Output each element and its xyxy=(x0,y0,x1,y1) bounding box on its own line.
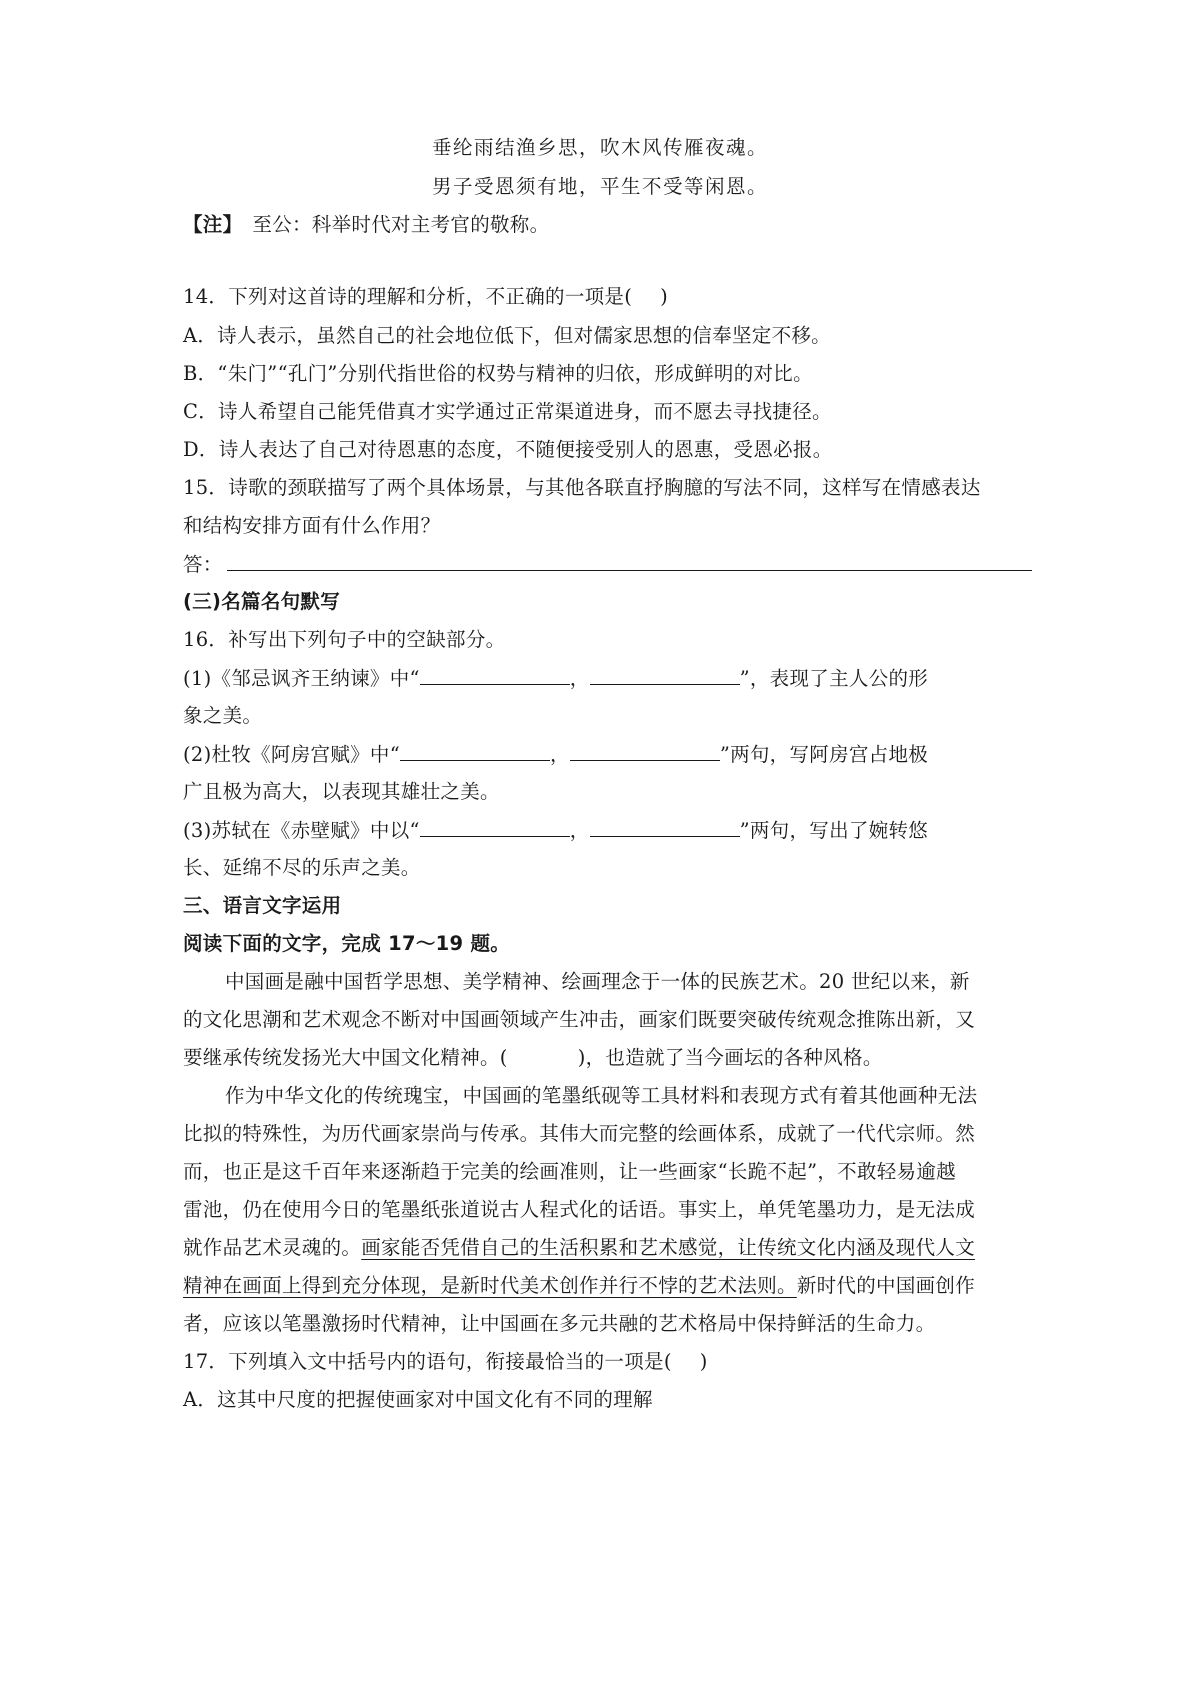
q17-stem-text: 17．下列填入文中括号内的语句，衔接最恰当的一项是( xyxy=(183,1350,672,1373)
passage-p2-line-4: 雷池，仍在使用今日的笔墨纸张道说古人程式化的话语。事实上，单凭笔墨功力，是无法成 xyxy=(183,1198,976,1221)
passage-p2-line-2: 比拟的特殊性，为历代画家崇尚与传承。其伟大而完整的绘画体系，成就了一代代宗师。然 xyxy=(183,1122,976,1145)
q16-item-3 xyxy=(183,816,1033,845)
q16-item-1-blank-2[interactable] xyxy=(590,664,740,685)
q15-answer-line[interactable] xyxy=(227,550,1032,571)
passage-p1-line-3 xyxy=(183,1044,1033,1072)
note-tag: 【注】 xyxy=(183,213,243,236)
q16-item-2-before: (2)杜牧《阿房宫赋》中“ xyxy=(183,743,400,766)
q15-stem-line-2: 和结构安排方面有什么作用？ xyxy=(183,514,441,537)
q16-item-2-sep: ， xyxy=(550,743,570,766)
poem-line-1: 垂纶雨结渔乡思，吹木风传雁夜魂。 xyxy=(431,136,768,159)
q16-item-3-before: (3)苏轼在《赤壁赋》中以“ xyxy=(183,819,420,842)
section-language-heading: 三、语言文字运用 xyxy=(183,894,342,917)
q17-stem xyxy=(183,1348,1033,1376)
q15-answer-label: 答： xyxy=(183,553,223,576)
passage-p1-line-3-before: 要继承传统发扬光大中国文化精神。( xyxy=(183,1046,508,1069)
q16-item-2-after: ”两句，写阿房宫占地极 xyxy=(719,743,929,766)
q17-option-a: A．这其中尺度的把握使画家对中国文化有不同的理解 xyxy=(183,1388,653,1411)
q15-stem-line-1: 15．诗歌的颈联描写了两个具体场景，与其他各联直抒胸臆的写法不同，这样写在情感表达 xyxy=(183,476,981,499)
q16-item-3-cont: 长、延绵不尽的乐声之美。 xyxy=(183,856,421,879)
q16-item-2 xyxy=(183,740,1033,769)
passage-p1-line-1: 中国画是融中国哲学思想、美学精神、绘画理念于一体的民族艺术。20 世纪以来，新 xyxy=(225,970,970,993)
q16-item-3-blank-1[interactable] xyxy=(420,816,570,837)
passage-p2-line-3: 而，也正是这千百年来逐渐趋于完美的绘画准则，让一些画家“长跪不起”，不敢轻易逾越 xyxy=(183,1160,956,1183)
q16-item-1-cont: 象之美。 xyxy=(183,704,263,727)
q16-item-1-blank-1[interactable] xyxy=(420,664,570,685)
q14-option-b: B．“朱门”“孔门”分别代指世俗的权势与精神的归依，形成鲜明的对比。 xyxy=(183,362,813,385)
q16-item-3-sep: ， xyxy=(569,819,590,842)
q16-item-1-before: (1)《邹忌讽齐王纳谏》中“ xyxy=(183,667,420,690)
poem-note xyxy=(183,211,1033,239)
note-text: 至公：科举时代对主考官的敬称。 xyxy=(252,213,550,236)
q14-stem xyxy=(183,283,1033,311)
q16-item-3-after: ”两句，写出了婉转悠 xyxy=(739,819,929,842)
q14-stem-text: 14．下列对这首诗的理解和分析，不正确的一项是( xyxy=(183,285,633,308)
q16-item-1 xyxy=(183,664,1033,693)
passage-p2-line-5 xyxy=(183,1234,1033,1262)
q14-option-c: C．诗人希望自己能凭借真才实学通过正常渠道进身，而不愿去寻找捷径。 xyxy=(183,400,832,423)
q14-stem-close: ) xyxy=(660,285,669,308)
q17-stem-close: ) xyxy=(699,1350,708,1373)
q16-item-2-blank-1[interactable] xyxy=(400,740,550,761)
passage-p1-line-2: 的文化思潮和艺术观念不断对中国画领域产生冲击，画家们既要突破传统观念推陈出新，又 xyxy=(183,1008,976,1031)
passage-p2-line-7: 者，应该以笔墨激扬时代精神，让中国画在多元共融的艺术格局中保持鲜活的生命力。 xyxy=(183,1312,936,1335)
q16-item-1-sep: ， xyxy=(569,667,590,690)
q16-stem: 16．补写出下列句子中的空缺部分。 xyxy=(183,628,506,651)
section-famous-quotes-heading: (三)名篇名句默写 xyxy=(183,590,341,613)
reading-instruction: 阅读下面的文字，完成 17～19 题。 xyxy=(183,932,511,955)
poem-line-2: 男子受恩须有地，平生不受等闲恩。 xyxy=(431,175,768,198)
q14-option-d: D．诗人表达了自己对待恩惠的态度，不随便接受别人的恩惠，受恩必报。 xyxy=(183,438,833,461)
underlined-sentence-part-2: 精神在画面上得到充分体现，是新时代美术创作并行不悖的艺术法则。 xyxy=(183,1274,797,1297)
q16-item-3-blank-2[interactable] xyxy=(590,816,740,837)
passage-p2-line-1: 作为中华文化的传统瑰宝，中国画的笔墨纸砚等工具材料和表现方式有着其他画种无法 xyxy=(225,1084,978,1107)
q16-item-2-cont: 广且极为高大，以表现其雄壮之美。 xyxy=(183,780,500,803)
passage-p1-line-3-after: )，也造就了当今画坛的各种风格。 xyxy=(577,1046,883,1069)
q15-answer xyxy=(183,550,1033,579)
passage-p2-line-6-plain: 新时代的中国画创作 xyxy=(796,1274,976,1297)
q16-item-1-after: ”，表现了主人公的形 xyxy=(739,667,929,690)
passage-p2-line-6 xyxy=(183,1272,1033,1300)
underlined-sentence-part-1: 画家能否凭借自己的生活积累和艺术感觉，让传统文化内涵及现代人文 xyxy=(361,1236,976,1259)
q16-item-2-blank-2[interactable] xyxy=(570,740,720,761)
q14-option-a: A．诗人表示，虽然自己的社会地位低下，但对儒家思想的信奉坚定不移。 xyxy=(183,324,831,347)
passage-p2-line-5-plain: 就作品艺术灵魂的。 xyxy=(183,1236,362,1259)
